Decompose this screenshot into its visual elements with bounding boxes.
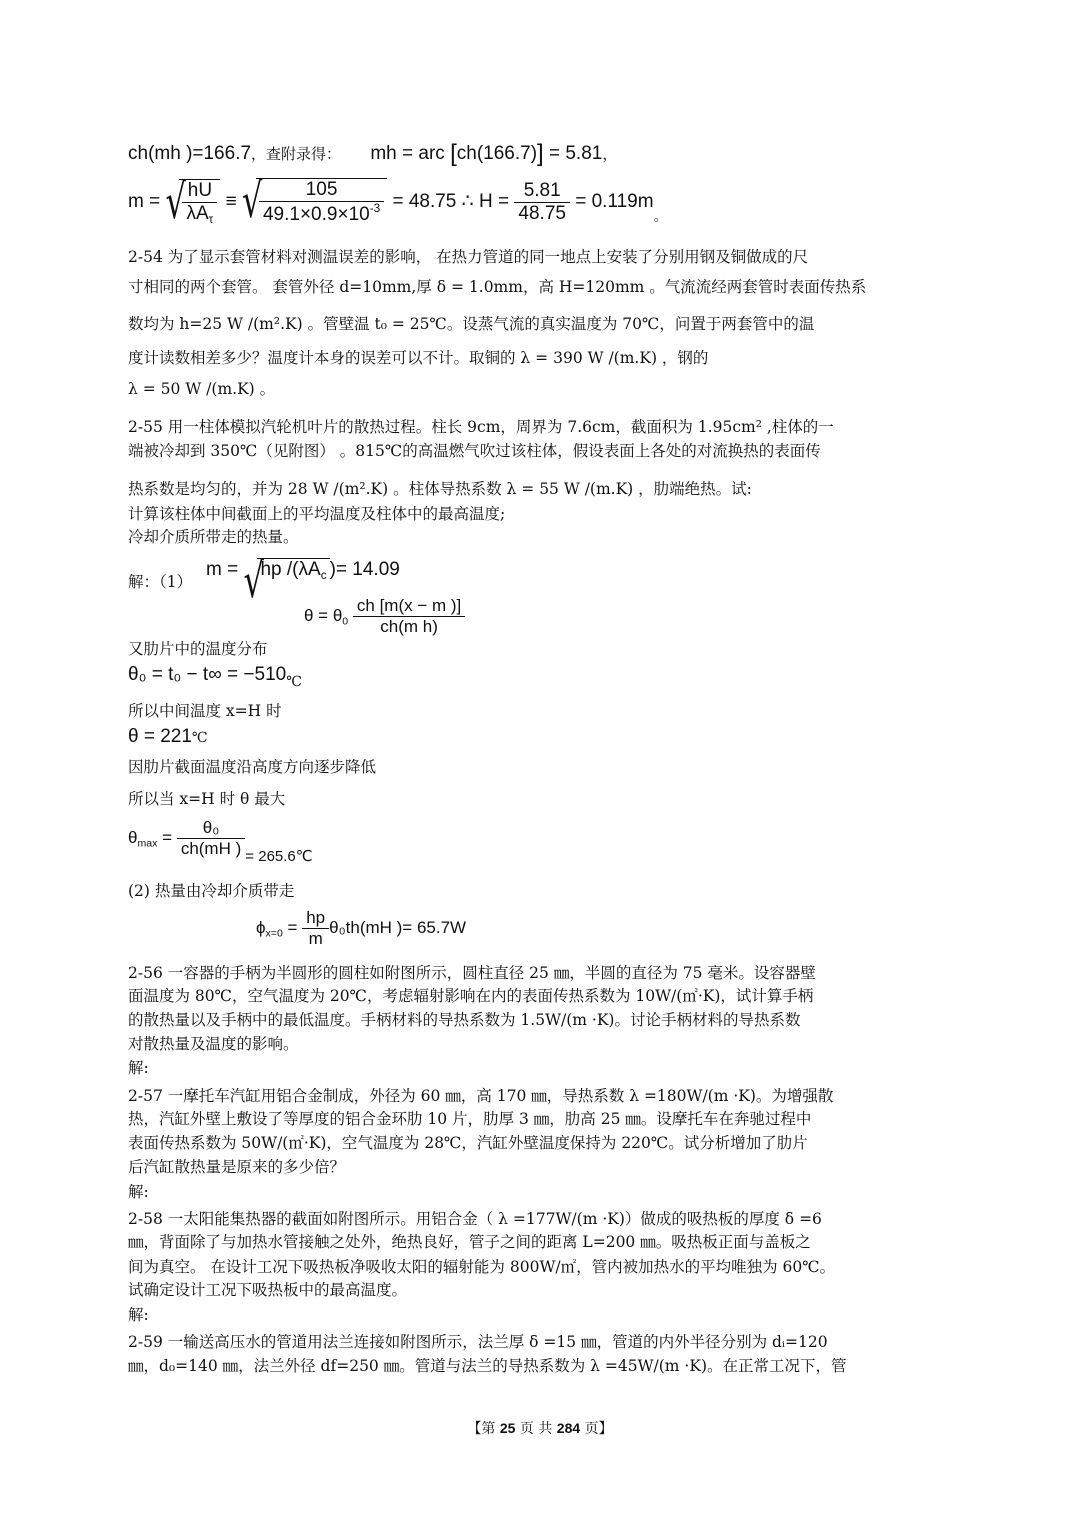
p257-line-1: 2-57 一摩托车汽缸用铝合金制成，外径为 60 ㎜，高 170 ㎜，导热系数 λ =180W/(m ·K)。为增强散 xyxy=(128,1087,834,1105)
solution-label: 解：（1） xyxy=(128,573,193,591)
p257-line-3: 表面传热系数为 50W/(㎡·K)，空气温度为 28℃，汽缸外壁温度保持为 220℃。试分析增加了肋片 xyxy=(128,1134,808,1152)
p257-line-5: 解: xyxy=(128,1183,149,1201)
p258-line-2: ㎜，背面除了与加热水管接触之处外，绝热良好，管子之间的距离 L=200 ㎜。吸热板正面与盖板之 xyxy=(128,1233,811,1251)
equation-mh: ch(mh )=166.7，查附录得： mh = arc [ch(166.7)] = 5.81， xyxy=(128,140,618,167)
equation-m-value: m = √ $\frac{hU}{\lambda A_\tau}$ ≡ √ $\frac{105}{49.1\times 0.9\times 10^{-3}}$ = 48.75 ∴ H = $\frac{5.81}{48.75}$ = $0.119m_。$ xyxy=(128,178,668,226)
p258-line-3: 间为真空。 在设计工况下吸热板净吸收太阳的辐射能为 800W/㎡，管内被加热水的平均唯独为 60℃。 xyxy=(128,1258,836,1276)
p254-line-3: 数均为 h=25 W /(m².K) 。管壁温 t₀ = 25℃。设蒸气流的真实温度为 70℃，问置于两套管中的温 xyxy=(128,315,815,333)
p255-line-3: 热系数是均匀的，并为 28 W /(m².K) 。柱体导热系数 λ = 55 W /(m.K) ，肋端绝热。试: xyxy=(128,480,752,498)
page-number: 25 xyxy=(499,1420,516,1436)
p254-line-4: 度计读数相差多少？温度计本身的误差可以不计。取铜的 λ = 390 W /(m.K) ，钢的 xyxy=(128,349,709,367)
p258-line-1: 2-58 一太阳能集热器的截面如附图所示。用铝合金（ λ =177W/(m ·K)）做成的吸热板的厚度 δ =6 xyxy=(128,1210,822,1228)
equation-theta-distribution: $\theta = \theta_0$ $\frac{ch [m(x - m )]}{\text{ch(m h)}}$ xyxy=(304,596,465,637)
p255-line-5: 冷却介质所带走的热量。 xyxy=(128,528,299,546)
page-footer: 【第 25 页 共 284 页】 xyxy=(467,1420,613,1437)
p254-line-1: 2-54 为了显示套管材料对测温误差的影响， 在热力管道的同一地点上安装了分别用钢及铜做成的尺 xyxy=(128,248,809,266)
p259-line-1: 2-59 一输送高压水的管道用法兰连接如附图所示，法兰厚 δ =15 ㎜，管道的内外半径分别为 dᵢ=120 xyxy=(128,1333,828,1351)
p257-line-2: 热，汽缸外壁上敷设了等厚度的铝合金环肋 10 片，肋厚 3 ㎜，肋高 25 ㎜。设摩托车在奔驰过程中 xyxy=(128,1110,812,1128)
p255-line-2: 端被冷却到 350℃（见附图） 。815℃的高温燃气吹过该柱体，假设表面上各处的对流换热的表面传 xyxy=(128,442,821,460)
dist-label: 又肋片中的温度分布 xyxy=(128,640,268,658)
p256-line-5: 解: xyxy=(128,1059,149,1077)
p254-line-2: 寸相同的两个套管。 套管外径 d=10mm,厚 δ = 1.0mm，高 H=120mm 。气流流经两套管时表面传热系 xyxy=(128,278,867,296)
p258-line-5: 解: xyxy=(128,1306,149,1324)
p256-line-2: 面温度为 80℃，空气温度为 20℃，考虑辐射影响在内的表面传热系数为 10W/(㎡·K)，试计算手柄 xyxy=(128,987,814,1005)
p256-line-1: 2-56 一容器的手柄为半圆形的圆柱如附图所示，圆柱直径 25 ㎜，半圆的直径为 75 毫米。设容器壁 xyxy=(128,964,816,982)
total-pages: 284 xyxy=(556,1420,581,1436)
equation-theta-max: $\theta_{max}$ = $\frac{\text{θ₀}}{ch(mH )}$ = 265.6℃ xyxy=(128,818,313,865)
mid-temp-label: 所以中间温度 x=H 时 xyxy=(128,702,282,720)
p256-line-4: 对散热量及温度的影响。 xyxy=(128,1035,299,1053)
equation-theta-mid: θ = 221℃ xyxy=(128,726,208,747)
equation-phi: $\phi_{x=0}$ = $\frac{hp}{m}$ θ₀th(mH )= 65.7W xyxy=(256,908,467,948)
p257-line-4: 后汽缸散热量是原来的多少倍？ xyxy=(128,1158,346,1176)
reason-line: 因肋片截面温度沿高度方向逐步降低 xyxy=(128,758,377,776)
p254-line-5: λ = 50 W /(m.K) 。 xyxy=(128,380,276,398)
p259-line-2: ㎜，d₀=140 ㎜，法兰外径 df=250 ㎜。管道与法兰的导热系数为 λ =45W/(m ·K)。在正常工况下，管 xyxy=(128,1357,847,1375)
max-label: 所以当 x=H 时 θ 最大 xyxy=(128,790,286,808)
p255-line-1: 2-55 用一柱体模拟汽轮机叶片的散热过程。柱长 9cm，周界为 7.6cm，截面积为 1.95cm² ,柱体的一 xyxy=(128,418,834,436)
equation-m-sqrt: m = √ hp $/(\lambda A_c$ )= 14.09 xyxy=(206,558,400,582)
equation-theta0: $\theta_0 = t_0 - t\infty = -510_℃$ xyxy=(128,664,302,690)
p258-line-4: 试确定设计工况下吸热板中的最高温度。 xyxy=(128,1281,408,1299)
p255-line-4: 计算该柱体中间截面上的平均温度及柱体中的最高温度; xyxy=(128,505,506,523)
p256-line-3: 的散热量以及手柄中的最低温度。手柄材料的导热系数为 1.5W/(m ·K)。讨论手柄材料的导热系数 xyxy=(128,1011,801,1029)
part2-label: (2) 热量由冷却介质带走 xyxy=(128,882,295,900)
